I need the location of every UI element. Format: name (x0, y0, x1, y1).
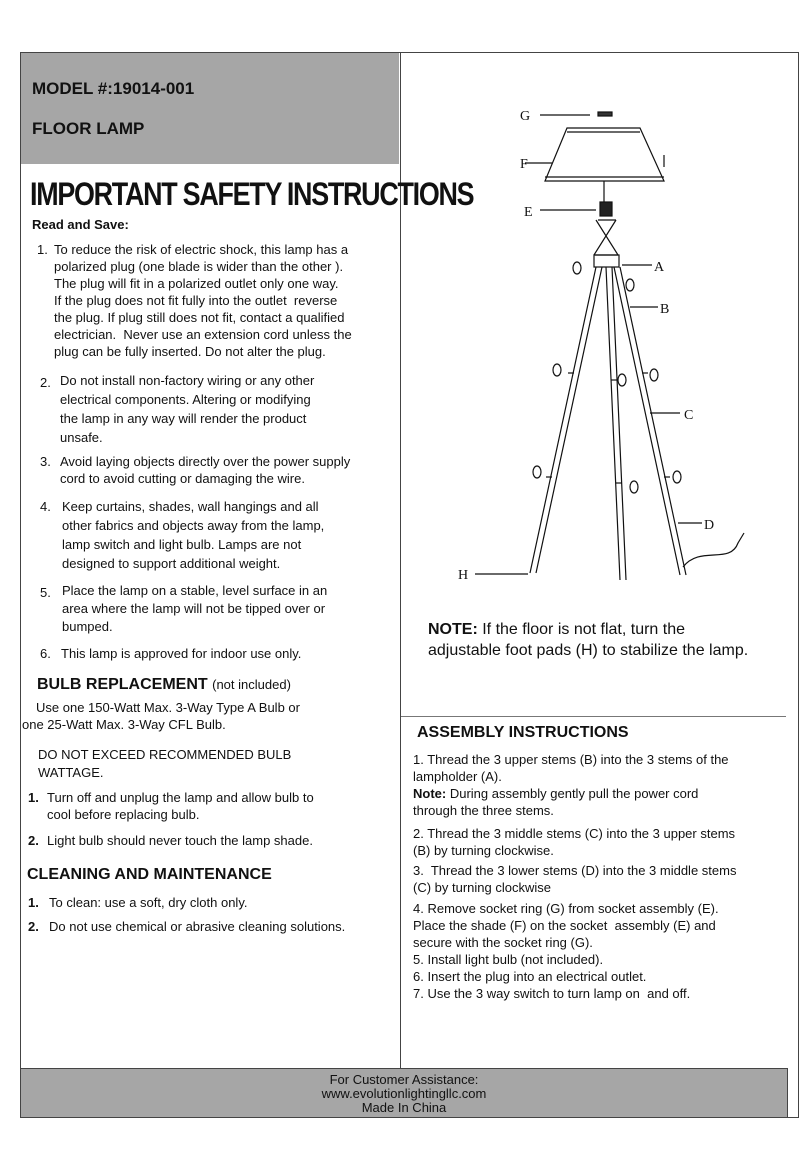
assembly-step-2: (B) by turning clockwise. (413, 843, 554, 858)
safety-item-5-line: bumped. (62, 619, 113, 634)
safety-item-3-line: cord to avoid cutting or damaging the wire. (60, 471, 305, 486)
cleaning-heading: CLEANING AND MAINTENANCE (27, 866, 272, 883)
safety-item-1-line: plug can be fully inserted. Do not alter the plug. (54, 344, 326, 359)
bulb-line: Use one 150-Watt Max. 3-Way Type A Bulb or (36, 700, 300, 715)
safety-item-2-line: Do not install non-factory wiring or any other (60, 373, 315, 388)
label-c: C (684, 408, 694, 423)
middle-leg (606, 267, 626, 580)
bulb-item-2-line: Light bulb should never touch the lamp shade. (47, 833, 313, 848)
label-e: E (524, 205, 533, 220)
bulb-item-1-line: cool before replacing bulb. (47, 807, 200, 822)
assembly-step-7: 7. Use the 3 way switch to turn lamp on and off. (413, 986, 691, 1001)
safety-item-4-line: designed to support additional weight. (62, 556, 281, 571)
bulb-item-1-number: 1. (28, 790, 39, 805)
assembly-step-4: secure with the socket ring (G). (413, 935, 593, 950)
floor-note (428, 620, 685, 640)
cleaning-item-1-text: To clean: use a soft, dry cloth only. (49, 895, 248, 910)
label-a: A (654, 260, 665, 275)
assembly-note (413, 785, 698, 803)
safety-item-1-line: The plug will fit in a polarized outlet only one way. (54, 276, 339, 291)
safety-item-6-line: This lamp is approved for indoor use only. (61, 646, 302, 661)
product-name: FLOOR LAMP (32, 119, 145, 138)
assembly-note-label: Note: (413, 786, 447, 801)
safety-item-1-line: the plug. If plug still does not fit, contact a qualified (54, 310, 345, 325)
safety-item-2-line: unsafe. (60, 430, 103, 445)
bulb-line: one 25-Watt Max. 3-Way CFL Bulb. (22, 717, 226, 732)
label-b: B (660, 302, 670, 317)
bulb-warning: DO NOT EXCEED RECOMMENDED BULB (38, 747, 292, 762)
footer-website[interactable]: www.evolutionlightingllc.com (321, 1086, 487, 1101)
label-h: H (458, 568, 469, 583)
assembly-note-text-2: through the three stems. (413, 803, 554, 818)
footer-assistance: For Customer Assistance: (329, 1072, 479, 1087)
safety-item-6-number: 6. (40, 646, 51, 661)
lampholder (594, 220, 618, 255)
model-number: MODEL #:19014-001 (32, 79, 195, 98)
safety-item-4-line: other fabrics and objects away from the lamp, (62, 518, 325, 533)
bulb-subtitle: (not included) (212, 677, 291, 692)
assembly-step-3: 3. Thread the 3 lower stems (D) into the 3 middle stems (413, 863, 737, 878)
safety-item-1-line: electrician. Never use an extension cord unless the (54, 327, 352, 342)
assembly-step-4: 4. Remove socket ring (G) from socket assembly (E). (413, 901, 719, 916)
safety-item-1-line: If the plug does not fit fully into the outlet reverse (54, 293, 338, 308)
label-g: G (520, 109, 531, 124)
safety-title: IMPORTANT SAFETY INSTRUCTIONS (30, 176, 474, 212)
bulb-item-2-number: 2. (28, 833, 39, 848)
socket-assembly (600, 202, 612, 216)
bulb-warning: WATTAGE. (38, 765, 104, 780)
power-cord (683, 533, 744, 567)
assembly-step-3: (C) by turning clockwise (413, 880, 551, 895)
assembly-step-1: 1. Thread the 3 upper stems (B) into the 3 stems of the (413, 752, 729, 767)
safety-item-1-line: To reduce the risk of electric shock, this lamp has a (54, 242, 349, 257)
bulb-replacement-heading (37, 676, 291, 694)
assembly-step-4: Place the shade (F) on the socket assembly (E) and (413, 918, 716, 933)
safety-item-1-line: polarized plug (one blade is wider than the other ). (54, 259, 344, 274)
footer-origin: Made In China (361, 1100, 447, 1115)
section-divider (401, 716, 786, 717)
label-d: D (704, 518, 715, 533)
safety-item-1-number: 1. (37, 242, 48, 257)
safety-item-4-line: Keep curtains, shades, wall hangings and all (62, 499, 319, 514)
read-and-save: Read and Save: (32, 217, 129, 232)
note-label: NOTE: (428, 621, 478, 638)
header-box (21, 53, 399, 164)
right-leg (614, 267, 686, 575)
lamp-shade (545, 128, 664, 181)
assembly-heading: ASSEMBLY INSTRUCTIONS (417, 724, 629, 741)
assembly-step-2: 2. Thread the 3 middle stems (C) into the 3 upper stems (413, 826, 736, 841)
bulb-title: BULB REPLACEMENT (37, 676, 208, 693)
safety-item-2-line: electrical components. Altering or modifying (60, 392, 311, 407)
footer (20, 1068, 788, 1118)
safety-item-5-line: Place the lamp on a stable, level surface in an (62, 583, 328, 598)
safety-item-4-line: lamp switch and light bulb. Lamps are not (62, 537, 302, 552)
socket-ring-part (598, 112, 612, 116)
cleaning-item-1-number: 1. (28, 895, 39, 910)
assembly-note-text: During assembly gently pull the power cord (446, 786, 699, 801)
cleaning-item-2-number: 2. (28, 919, 39, 934)
lamp-diagram (440, 95, 780, 595)
note-text-1: If the floor is not flat, turn the (477, 621, 685, 638)
assembly-step-6: 6. Insert the plug into an electrical outlet. (413, 969, 647, 984)
safety-item-2-line: the lamp in any way will render the product (60, 411, 307, 426)
left-leg (530, 267, 602, 573)
cleaning-item-2-text: Do not use chemical or abrasive cleaning solutions. (49, 919, 346, 934)
assembly-step-1: lampholder (A). (413, 769, 502, 784)
safety-item-3-number: 3. (40, 454, 51, 469)
bulb-item-1-line: Turn off and unplug the lamp and allow bulb to (47, 790, 314, 805)
assembly-step-5: 5. Install light bulb (not included). (413, 952, 604, 967)
safety-item-4-number: 4. (40, 499, 51, 514)
note-text-2: adjustable foot pads (H) to stabilize the lamp. (428, 642, 749, 659)
safety-item-5-line: area where the lamp will not be tipped over or (62, 601, 326, 616)
safety-item-2-number: 2. (40, 375, 51, 390)
safety-item-3-line: Avoid laying objects directly over the power supply (60, 454, 351, 469)
safety-item-5-number: 5. (40, 585, 51, 600)
label-f: F (520, 157, 528, 172)
